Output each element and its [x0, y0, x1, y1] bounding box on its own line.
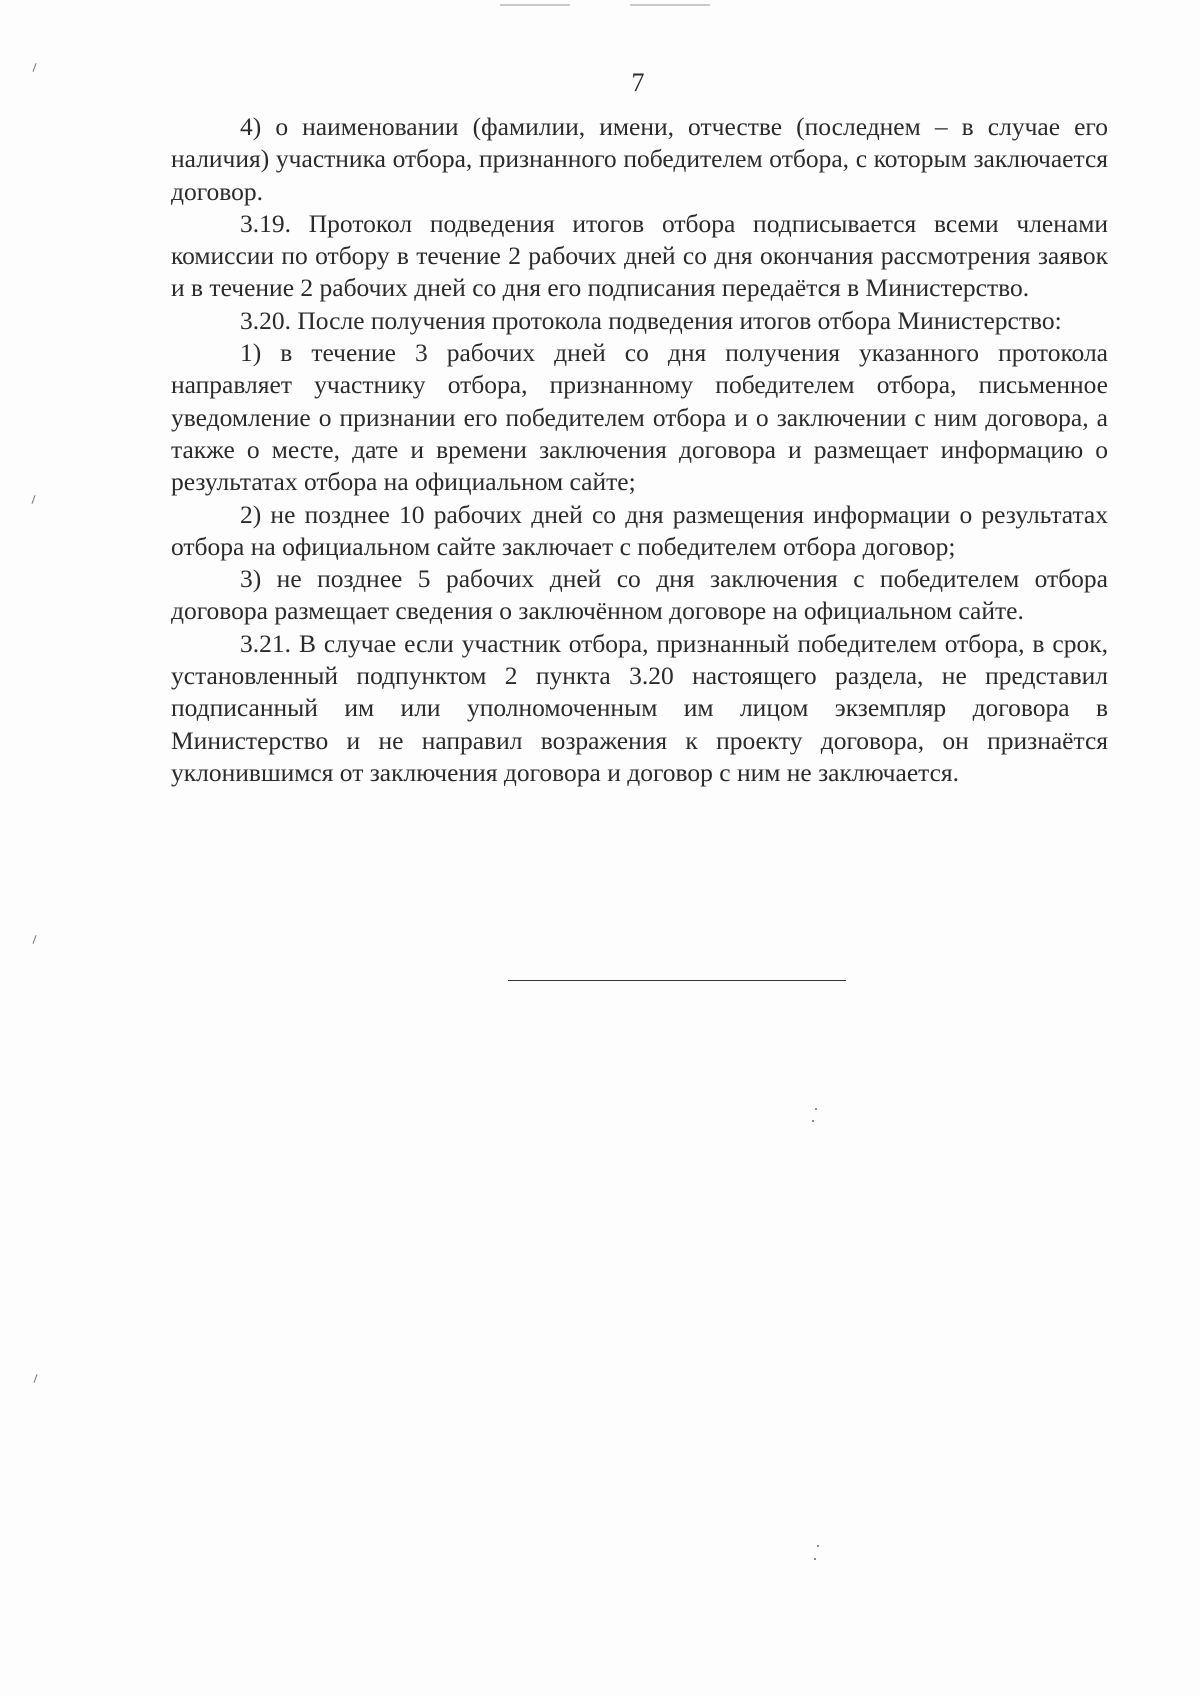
- paragraph-3-20-item-3: 3) не позднее 5 рабочих дней со дня заключения с победителем отбора договора размещает сведения о заключённом договоре на официальном сайте.: [171, 564, 1108, 626]
- paragraph-3-21: 3.21. В случае если участник отбора, признанный победителем отбора, в срок, установленный подпунктом 2 пункта 3.20 настоящего раздела, не представил подписанный им или уполномоченным им лицом экземпляр договора в Министерство и не направил возражения к проекту договора, он признаётся уклонившимся от заключения договора и договор с ним не заключается.: [171, 628, 1108, 787]
- document-body: [171, 111, 1108, 789]
- scan-artifact: [32, 935, 36, 944]
- scan-artifact: [815, 1108, 817, 1110]
- paragraph-3-19: 3.19. Протокол подведения итогов отбора подписывается всеми членами комиссии по отбору в течение 2 рабочих дней со дня окончания рассмотрения заявок и в течение 2 рабочих дней со дня его подписания передаётся в Министерство.: [171, 208, 1108, 303]
- paragraph-3-20-item-2: 2) не позднее 10 рабочих дней со дня размещения информации о результатах отбора на официальном сайте заключает с победителем отбора договор;: [171, 499, 1108, 561]
- scan-artifact: [817, 1545, 819, 1547]
- scan-artifact: [33, 1374, 37, 1383]
- scan-artifact: [814, 1558, 816, 1560]
- end-divider-line: [508, 980, 846, 981]
- scan-artifact: [812, 1120, 814, 1122]
- scan-artifact: [500, 4, 570, 6]
- scan-artifact: [31, 495, 35, 504]
- paragraph-3-20-item-1: 1) в течение 3 рабочих дней со дня получения указанного протокола направляет участнику отбора, признанному победителем отбора, письменное уведомление о признании его победителем отбора и о заключении с ним договора, а также о месте, дате и времени заключения договора и размещает информацию о результатах отбора на официальном сайте;: [171, 338, 1108, 497]
- paragraph-3-20: 3.20. После получения протокола подведения итогов отбора Министерство:: [240, 305, 1062, 335]
- paragraph-item-4: 4) о наименовании (фамилии, имени, отчестве (последнем – в случае его наличия) участника отбора, признанного победителем отбора, с которым заключается договор.: [171, 112, 1108, 206]
- scan-artifact: [32, 63, 36, 72]
- scan-artifact: [630, 4, 710, 6]
- page-number: 7: [631, 68, 645, 97]
